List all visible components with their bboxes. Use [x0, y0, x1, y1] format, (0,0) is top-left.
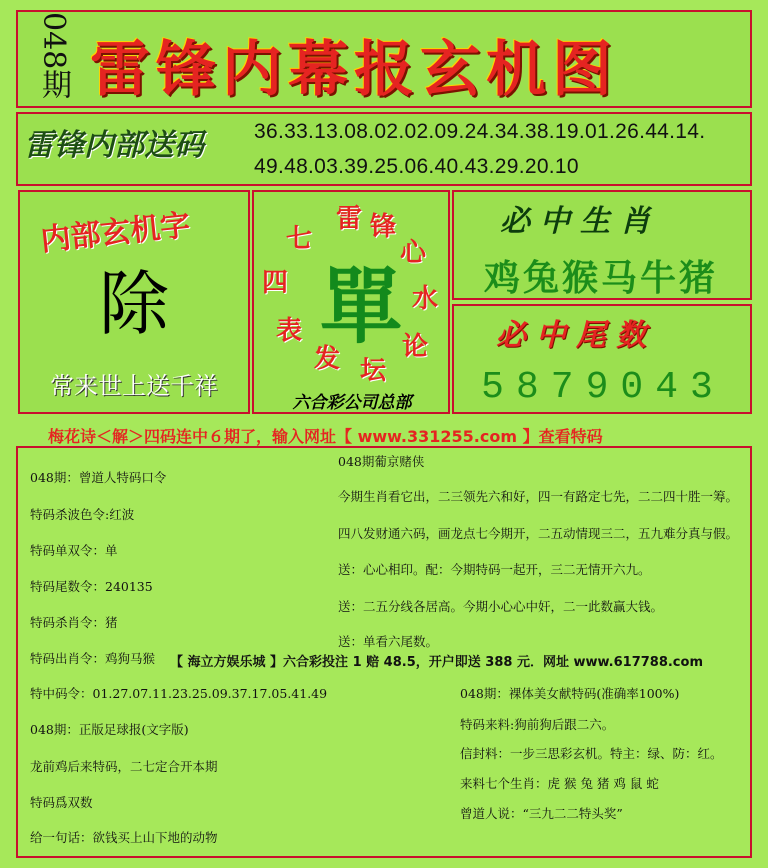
right-top-title: 048期葡京赌侠 — [338, 454, 425, 469]
list-item: 特码出肖令：鸡狗马猴 — [30, 651, 156, 666]
ring-char: 雷 — [336, 204, 363, 234]
list-item: 曾道人说：“三九二二特头奖” — [460, 806, 623, 821]
page-title: 雷锋内幕报玄机图 — [90, 35, 618, 105]
list-item: 特码尾数令：240135 — [30, 579, 153, 594]
list-item: 特码爲双数 — [30, 795, 93, 810]
banner-link-text[interactable]: 梅花诗＜解＞四码连中６期了，输入网址【 www.331255.com 】查看特码 — [48, 427, 603, 446]
secret-codes-line-2: 49.48.03.39.25.06.40.43.29.20.10 — [254, 155, 579, 178]
list-item: 今期生肖看它出，二三领先六和好，四一有路定七先，二二四十胜一筹。 — [338, 489, 739, 504]
list-item: 特码杀波色令:红波 — [30, 507, 135, 522]
ring-char: 四 — [262, 268, 289, 298]
list-item: 龙前鸡后来特码，二七定合开本期 — [30, 759, 218, 774]
issue-number: 048期 — [36, 12, 71, 100]
list-item: 来料七个生肖：虎 猴 兔 猪 鸡 鼠 蛇 — [460, 776, 659, 791]
list-item: 048期：正版足球报(文字版) — [30, 722, 189, 737]
list-item: 信封料：一步三思彩玄机。特主：绿、防：红。 — [460, 746, 723, 761]
tail-title: 必中尾数 — [496, 318, 656, 353]
mystery-character: 除 — [99, 263, 169, 345]
ring-char: 坛 — [360, 356, 387, 386]
list-item: 特码单双令：单 — [30, 543, 118, 558]
company-label: 六合彩公司总部 — [292, 393, 412, 413]
ring-char: 水 — [412, 284, 439, 314]
zodiac-title: 必中生肖 — [500, 204, 660, 239]
ring-char: 表 — [276, 316, 303, 346]
zodiac-animals: 鸡兔猴马牛猪 — [483, 258, 718, 299]
list-item: 048期：裸体美女献特码(准确率100%) — [460, 686, 680, 701]
list-item: 送：心心相印。配：今期特码一起开，三二无情开六九。 — [338, 562, 651, 577]
mystery-poem: 常来世上送千祥 — [50, 372, 218, 400]
list-item: 特中码令：01.27.07.11.23.25.09.37.17.05.41.49 — [30, 686, 328, 701]
secret-codes-label: 雷锋内部送码 — [24, 128, 204, 163]
list-item: 048期：曾道人特码口令 — [30, 470, 167, 485]
ring-char: 七 — [286, 224, 313, 254]
ring-char: 论 — [402, 332, 429, 362]
list-item: 送：单看六尾数。 — [338, 634, 439, 649]
list-item: 送：二五分线各居高。今期小心心中奸，二一此数赢大钱。 — [338, 599, 664, 614]
ring-char: 心 — [400, 238, 427, 268]
tail-numbers: 5879043 — [481, 366, 725, 409]
list-item: 给一句话：欲钱买上山下地的动物 — [30, 830, 218, 845]
list-item: 四八发财通六码，画龙点七今期开，二五动情现三二，五九难分真与假。 — [338, 526, 739, 541]
ring-char: 发 — [314, 344, 341, 374]
list-item: 特码杀肖令：猪 — [30, 615, 118, 630]
list-item: 特码来料:狗前狗后跟二六。 — [460, 717, 615, 732]
wheel-center-character: 單 — [319, 259, 402, 355]
secret-codes-line-1: 36.33.13.08.02.02.09.24.34.38.19.01.26.44.14. — [254, 120, 706, 143]
mystery-tag: 内部玄机字 — [39, 207, 192, 259]
ad-banner[interactable]: 【 海立方娱乐城 】六合彩投注 1 赔 48.5，开户即送 388 元．网址 www.617788.com — [170, 655, 703, 670]
ring-char: 锋 — [370, 212, 397, 242]
